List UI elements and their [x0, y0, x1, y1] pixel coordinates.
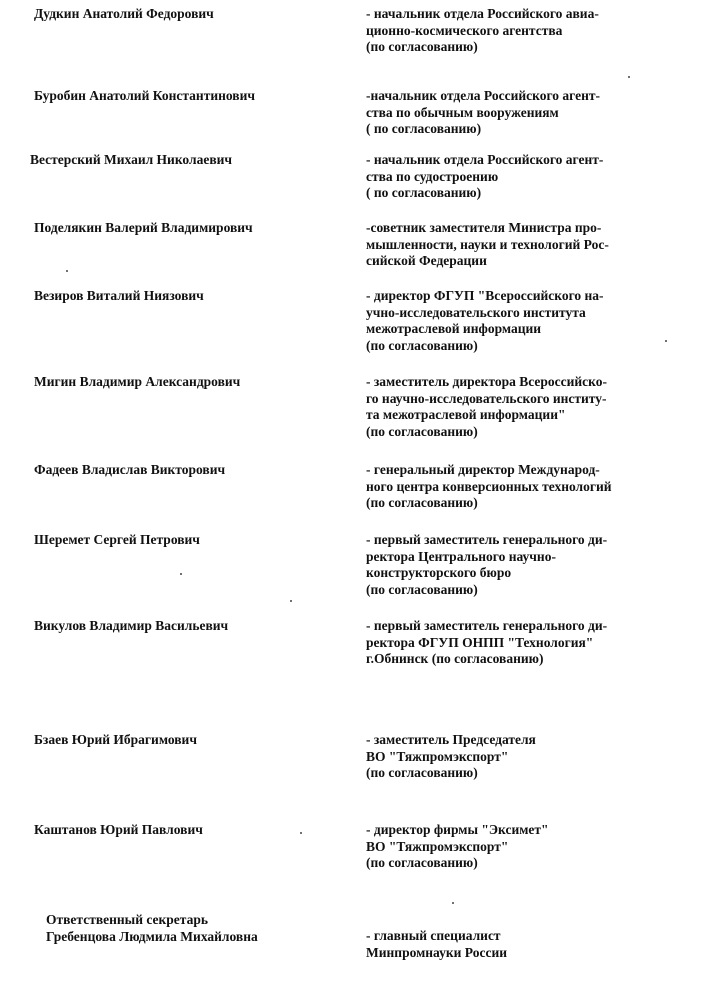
secretary-block: [46, 912, 366, 945]
member-name: Поделякин Валерий Владимирович: [34, 220, 253, 235]
scan-speck: [66, 270, 68, 272]
scan-speck: [628, 76, 630, 78]
member-name: Шеремет Сергей Петрович: [34, 532, 200, 547]
member-role: - заместитель директора Всероссийско- го научно-исследовательского институ- та межотраслевой информации" (по согласованию): [366, 374, 608, 439]
member-role: - заместитель Председателя ВО "Тяжпромэкспорт" (по согласованию): [366, 732, 536, 780]
member-role: -советник заместителя Министра про- мышленности, науки и технологий Рос- сийской Федерации: [366, 220, 609, 268]
member-role: - первый заместитель генерального ди- ректора ФГУП ОНПП "Технология" г.Обнинск (по согласованию): [366, 618, 608, 666]
member-role: - начальник отдела Российского агент- ства по судостроению ( по согласованию): [366, 152, 604, 200]
member-name: Везиров Виталий Ниязович: [34, 288, 204, 303]
secretary-role: - главный специалист Минпромнауки России: [366, 928, 507, 960]
member-name: Дудкин Анатолий Федорович: [34, 6, 214, 21]
member-role: - первый заместитель генерального ди- ректора Центрального научно- конструкторского бюро (по согласованию): [366, 532, 608, 597]
member-role: - начальник отдела Российского авиа- ционно-космического агентства (по согласованию): [366, 6, 599, 54]
scan-speck: [290, 600, 292, 602]
scan-speck: [180, 573, 182, 575]
member-role: - генеральный директор Международ- ного центра конверсионных технологий (по согласованию): [366, 462, 612, 510]
member-name: Вестерский Михаил Николаевич: [30, 152, 233, 167]
member-name: Мигин Владимир Александрович: [34, 374, 241, 389]
secretary-label: Ответственный секретарь: [46, 912, 208, 927]
member-role: - директор ФГУП "Всероссийского на- учно-исследовательского института межотраслевой информации (по согласованию): [366, 288, 604, 353]
member-name: Каштанов Юрий Павлович: [34, 822, 203, 837]
scan-speck: [665, 340, 667, 342]
member-name: Буробин Анатолий Константинович: [34, 88, 255, 103]
member-name: Фадеев Владислав Викторович: [34, 462, 226, 477]
scan-speck: [300, 832, 302, 834]
member-role: - директор фирмы "Эксимет" ВО "Тяжпромэкспорт" (по согласованию): [366, 822, 549, 870]
secretary-name: Гребенцова Людмила Михайловна: [46, 928, 258, 944]
member-name: Бзаев Юрий Ибрагимович: [34, 732, 197, 747]
member-role: -начальник отдела Российского агент- ства по обычным вооружениям ( по согласованию): [366, 88, 600, 136]
scan-speck: [452, 902, 454, 904]
member-name: Викулов Владимир Васильевич: [34, 618, 229, 633]
